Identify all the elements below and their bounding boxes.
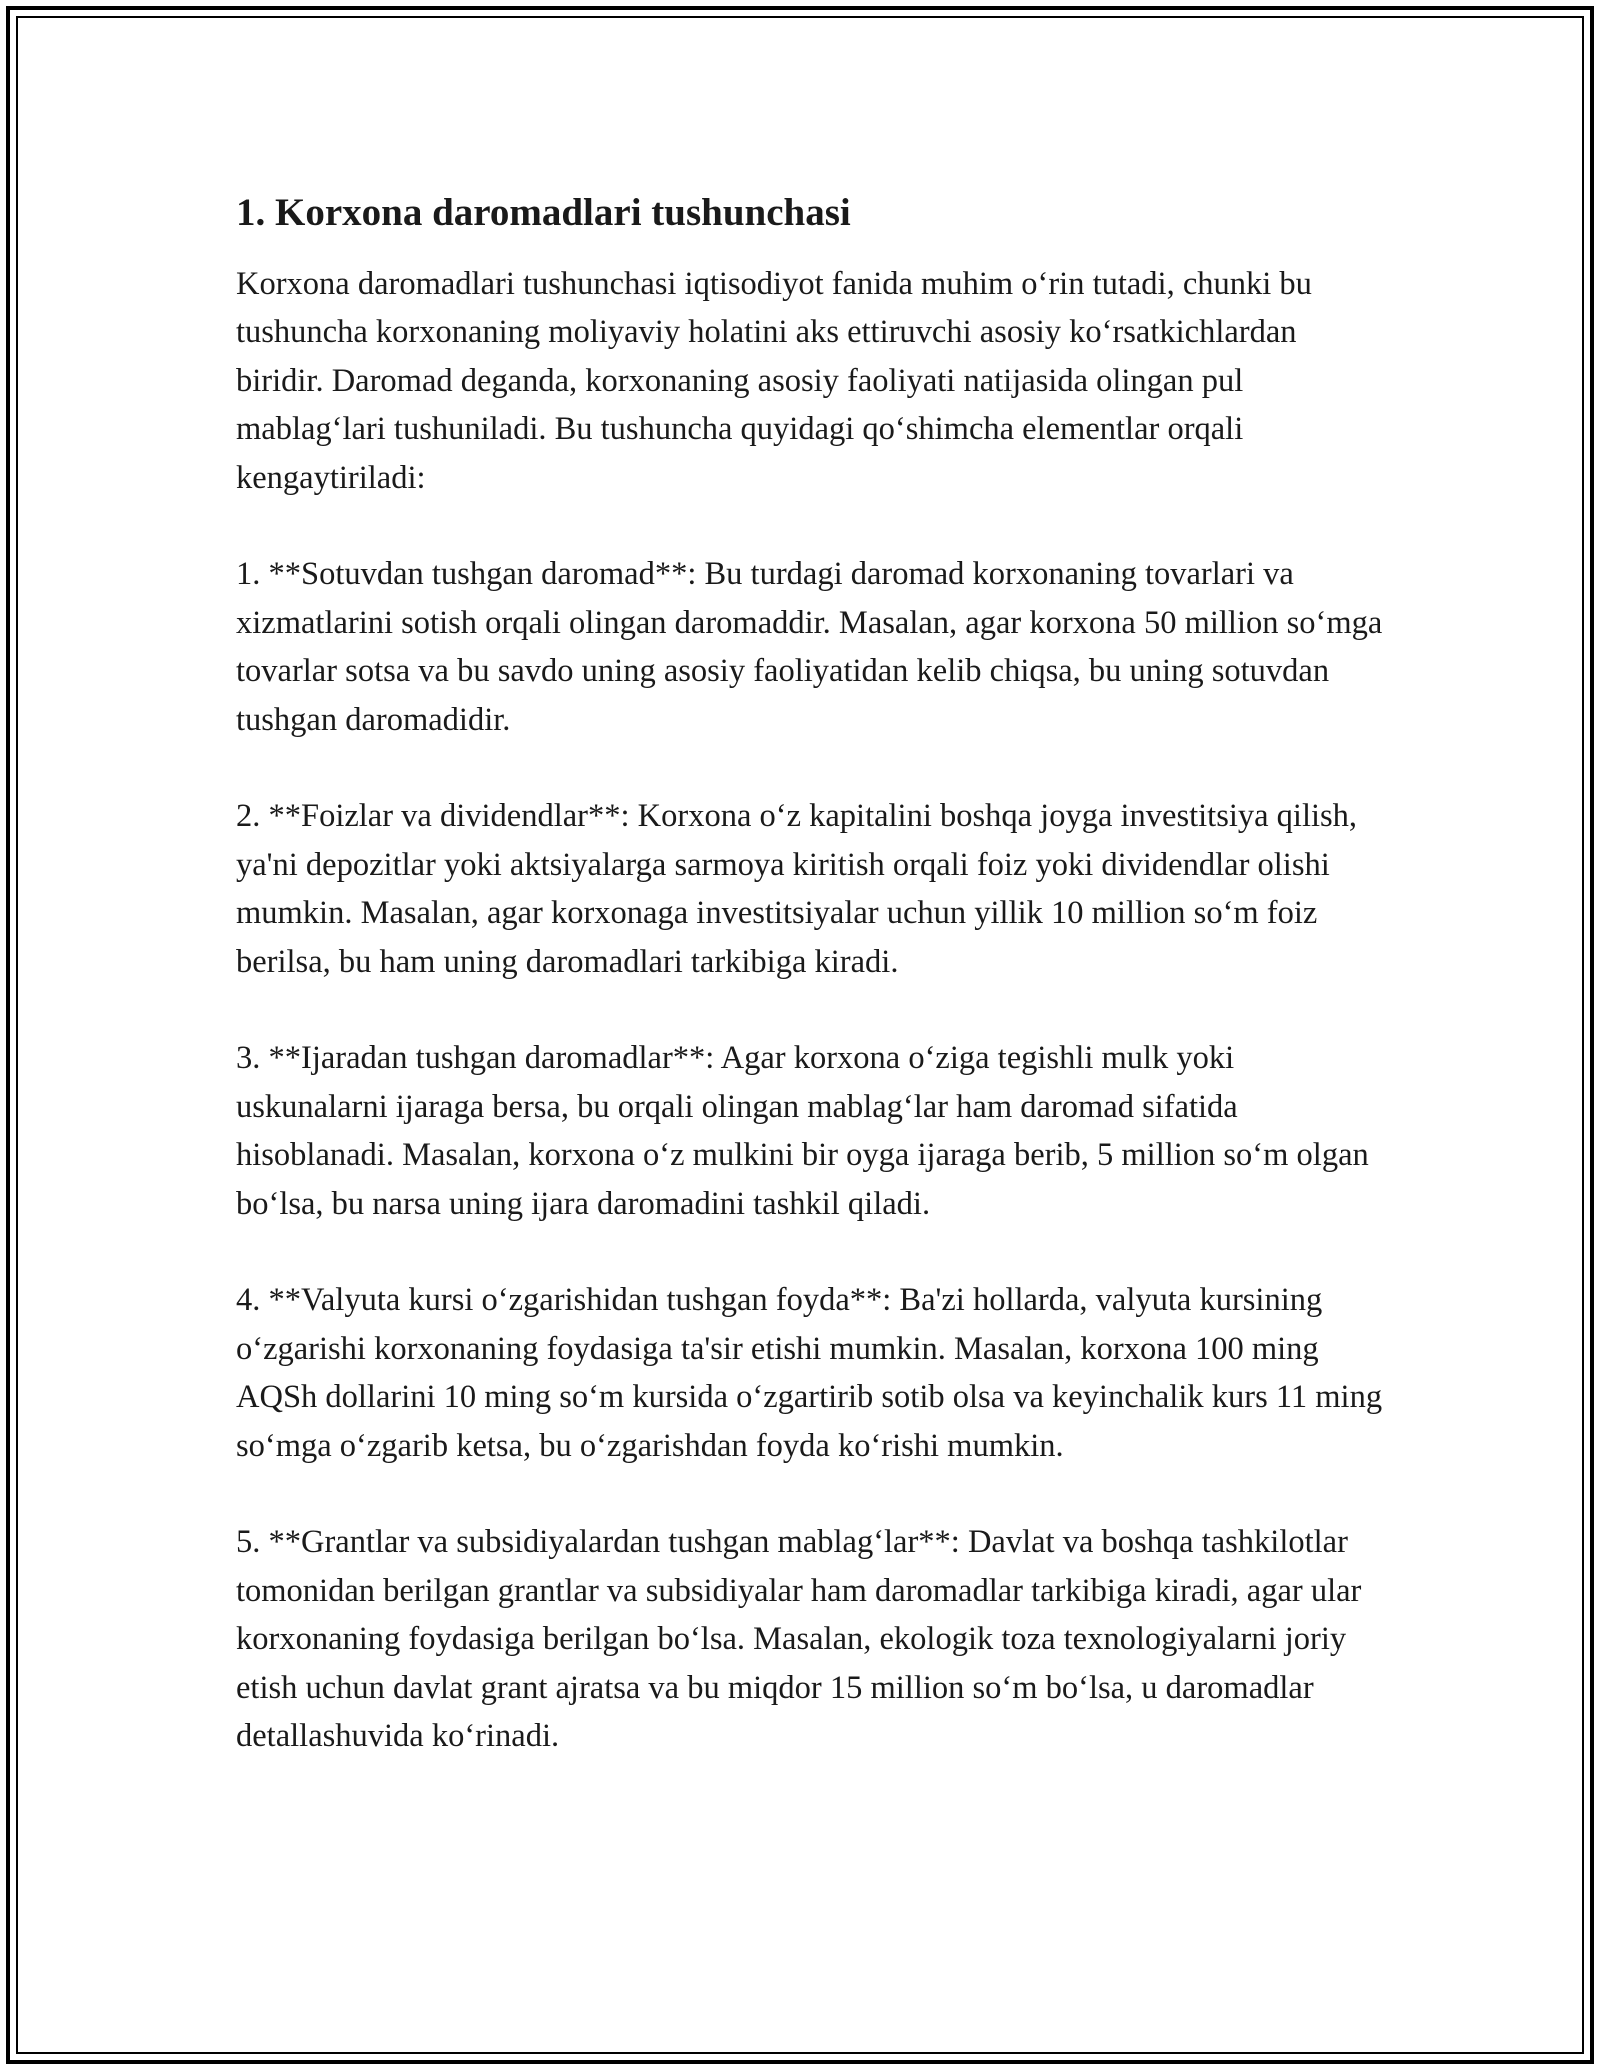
list-item-interest-dividends: 2. **Foizlar va dividendlar**: Korxona o‘z kapitalini boshqa joyga investitsiya qilish, ya'ni depozitlar yoki aktsiyalarga sarmoya kiritish orqali foiz yoki dividendlar olishi mumkin. Masalan, agar korxonaga investitsiyalar uchun yillik 10 million so‘m foiz berilsa, bu ham uning daromadlari tarkibiga kiradi. — [236, 798, 1358, 980]
section-heading: 1. Korxona daromadlari tushunchasi — [236, 191, 851, 234]
list-item-rental-income: 3. **Ijaradan tushgan daromadlar**: Agar korxona o‘ziga tegishli mulk yoki uskunalarni ijaraga bersa, bu orqali olingan mablag‘lar ham daromad sifatida hisoblanadi. Masalan, korxona o‘z mulkini bir oyga ijaraga berib, 5 million so‘m olgan bo‘lsa, bu narsa uning ijara daromadini tashkil qiladi. — [236, 1040, 1369, 1222]
list-item-currency-gain: 4. **Valyuta kursi o‘zgarishidan tushgan foyda**: Ba'zi hollarda, valyuta kursining o‘zgarishi korxonaning foydasiga ta'sir etishi mumkin. Masalan, korxona 100 ming AQSh dollarini 10 ming so‘m kursida o‘zgartirib sotib olsa va keyinchalik kurs 11 ming so‘mga o‘zgarib ketsa, bu o‘zgarishdan foyda ko‘rishi mumkin. — [236, 1282, 1383, 1464]
intro-paragraph: Korxona daromadlari tushunchasi iqtisodiyot fanida muhim o‘rin tutadi, chunki bu tushuncha korxonaning moliyaviy holatini aks ettiruvchi asosiy ko‘rsatkichlardan biridir. Daromad deganda, korxonaning asosiy faoliyati natijasida olingan pul mablag‘lari tushuniladi. Bu tushuncha quyidagi qo‘shimcha elementlar orqali kengaytiriladi: — [236, 266, 1312, 496]
list-item-sales-revenue: 1. **Sotuvdan tushgan daromad**: Bu turdagi daromad korxonaning tovarlari va xizmatlarini sotish orqali olingan daromaddir. Masalan, agar korxona 50 million so‘mga tovarlar sotsa va bu savdo uning asosiy faoliyatidan kelib chiqsa, bu uning sotuvdan tushgan daromadidir. — [236, 556, 1383, 738]
document-body — [236, 186, 1386, 1809]
list-item-grants-subsidies: 5. **Grantlar va subsidiyalardan tushgan mablag‘lar**: Davlat va boshqa tashkilotlar tomonidan berilgan grantlar va subsidiyalar ham daromadlar tarkibiga kiradi, agar ular korxonaning foydasiga berilgan bo‘lsa. Masalan, ekologik toza texnologiyalarni joriy etish uchun davlat grant ajratsa va bu miqdor 15 million so‘m bo‘lsa, u daromadlar detallashuvida ko‘rinadi. — [236, 1524, 1362, 1755]
